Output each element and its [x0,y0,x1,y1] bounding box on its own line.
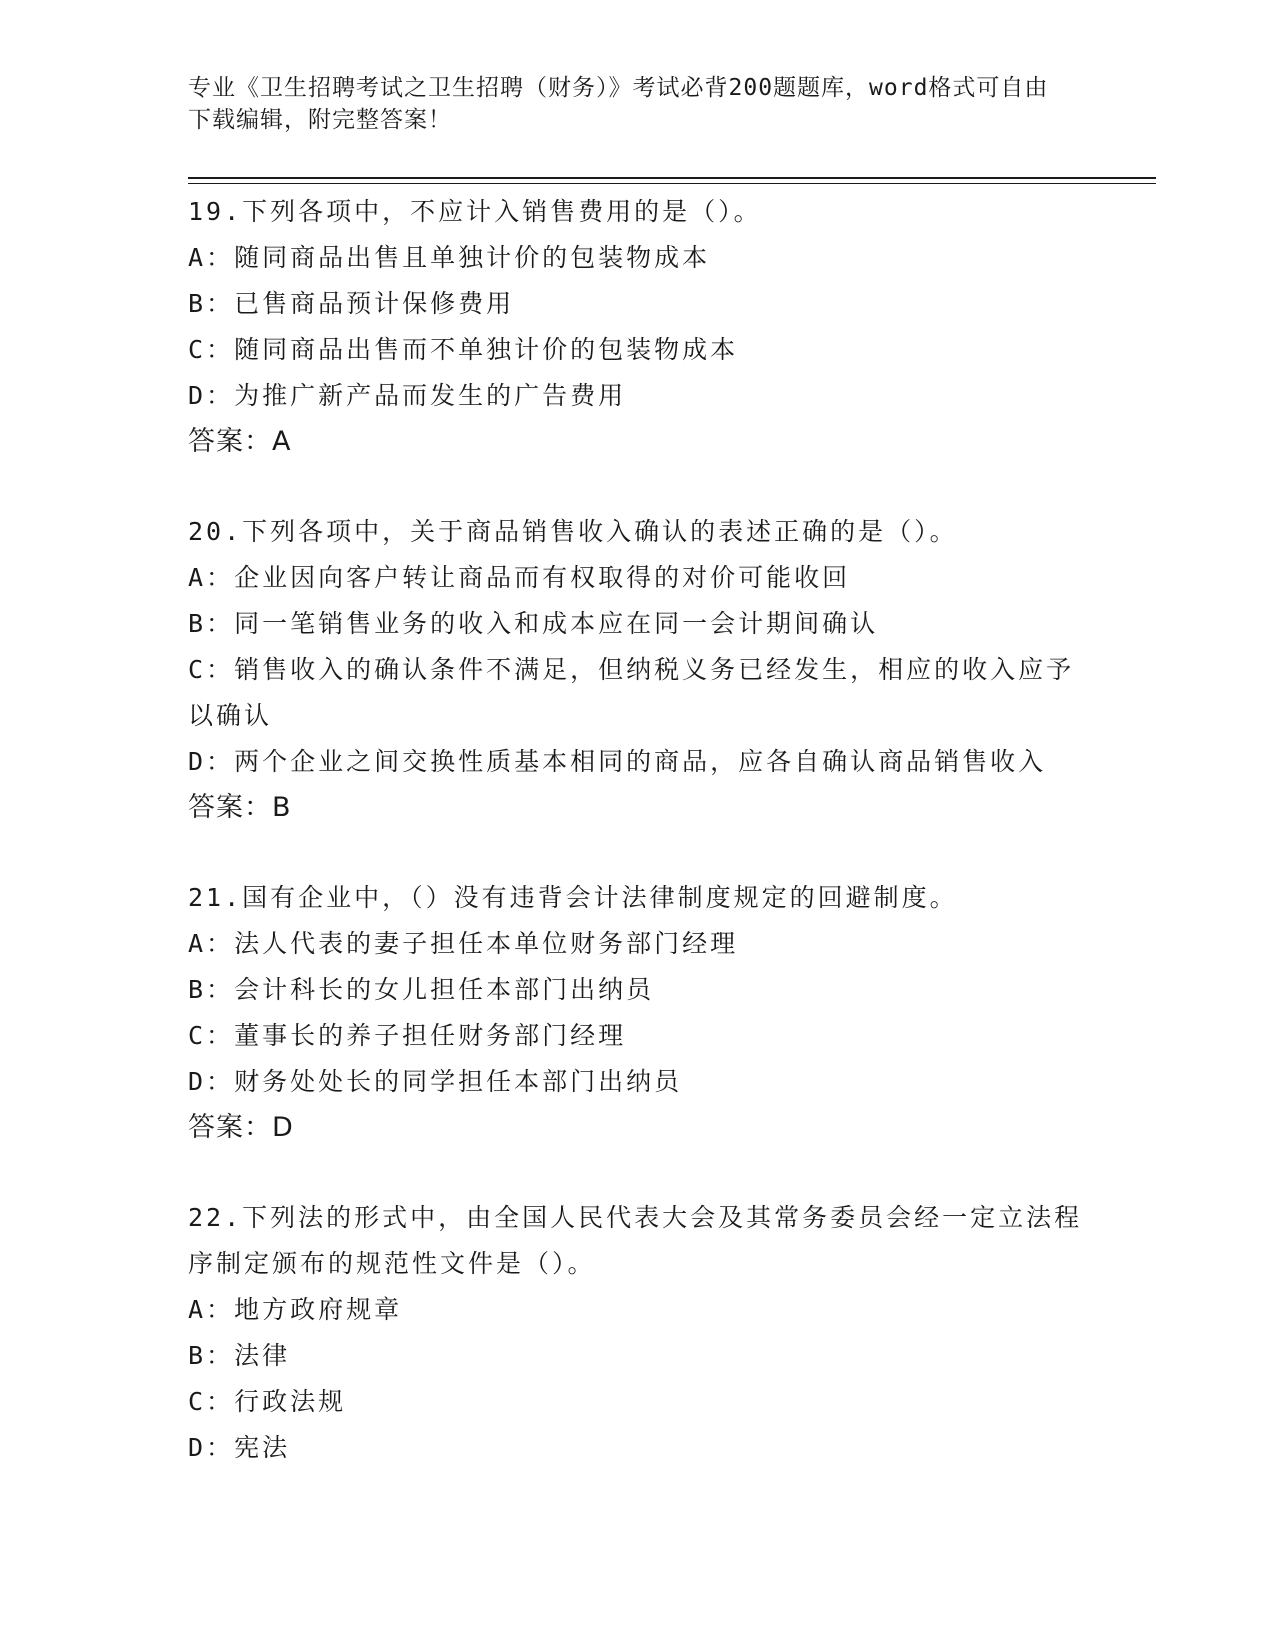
question-22 [188,1195,1088,1471]
option-text: 会计科长的女儿担任本部门出纳员 [234,975,655,1004]
option-text: 随同商品出售且单独计价的包装物成本 [234,243,711,272]
option-text: 法人代表的妻子担任本单位财务部门经理 [234,929,739,958]
option-d [188,1059,1088,1105]
option-letter: B： [188,1341,235,1370]
option-text: 行政法规 [234,1387,347,1416]
option-text: 同一笔销售业务的收入和成本应在同一会计期间确认 [234,609,879,638]
option-letter: D： [188,381,235,410]
header-rule-thin [188,183,1156,184]
option-a [188,555,1088,601]
option-text: 财务处处长的同学担任本部门出纳员 [234,1067,683,1096]
option-d [188,1425,1088,1471]
question-stem: 22.下列法的形式中，由全国人民代表大会及其常务委员会经一定立法程序制定颁布的规范性文件是（）。 [188,1203,1083,1278]
option-text: 为推广新产品而发生的广告费用 [234,381,627,410]
option-a [188,1287,1088,1333]
question-stem: 19.下列各项中，不应计入销售费用的是（）。 [188,197,762,226]
answer-line: 答案：D [188,1112,294,1143]
answer-line: 答案：A [188,426,292,457]
option-b [188,967,1088,1013]
option-text: 两个企业之间交换性质基本相同的商品，应各自确认商品销售收入 [234,747,1047,776]
option-d [188,373,1088,419]
option-c [188,1013,1088,1059]
option-letter: C： [188,335,235,364]
question-20 [188,509,1088,831]
option-text: 地方政府规章 [234,1295,403,1324]
option-letter: B： [188,975,235,1004]
option-c [188,1379,1088,1425]
option-text: 随同商品出售而不单独计价的包装物成本 [234,335,739,364]
answer-line: 答案：B [188,792,292,823]
option-b [188,1333,1088,1379]
option-letter: C： [188,1387,235,1416]
option-text: 董事长的养子担任财务部门经理 [234,1021,627,1050]
option-letter: C： [188,655,235,684]
spacer [188,1151,1088,1195]
question-21 [188,875,1088,1151]
option-letter: D： [188,1067,235,1096]
header-rule-thick [188,177,1156,179]
document-header: 专业《卫生招聘考试之卫生招聘（财务）》考试必背200题题库，word格式可自由下载编辑，附完整答案！ [188,75,1049,133]
option-text: 法律 [234,1341,291,1370]
option-text: 销售收入的确认条件不满足，但纳税义务已经发生，相应的收入应予以确认 [188,655,1075,730]
option-d [188,739,1088,785]
option-a [188,921,1088,967]
option-letter: B： [188,609,235,638]
option-text: 已售商品预计保修费用 [234,289,515,318]
question-stem: 21.国有企业中，（）没有违背会计法律制度规定的回避制度。 [188,883,958,912]
option-letter: A： [188,1295,235,1324]
option-letter: A： [188,563,235,592]
question-list [188,189,1088,1471]
question-stem: 20.下列各项中，关于商品销售收入确认的表述正确的是（）。 [188,517,958,546]
option-letter: D： [188,1433,235,1462]
option-a [188,235,1088,281]
question-19 [188,189,1088,465]
spacer [188,465,1088,509]
option-c [188,327,1088,373]
option-b [188,281,1088,327]
option-letter: C： [188,1021,235,1050]
option-text: 企业因向客户转让商品而有权取得的对价可能收回 [234,563,851,592]
option-letter: A： [188,243,235,272]
option-letter: D： [188,747,235,776]
option-letter: A： [188,929,235,958]
spacer [188,831,1088,875]
option-letter: B： [188,289,235,318]
option-b [188,601,1088,647]
option-c [188,647,1088,739]
option-text: 宪法 [234,1433,291,1462]
